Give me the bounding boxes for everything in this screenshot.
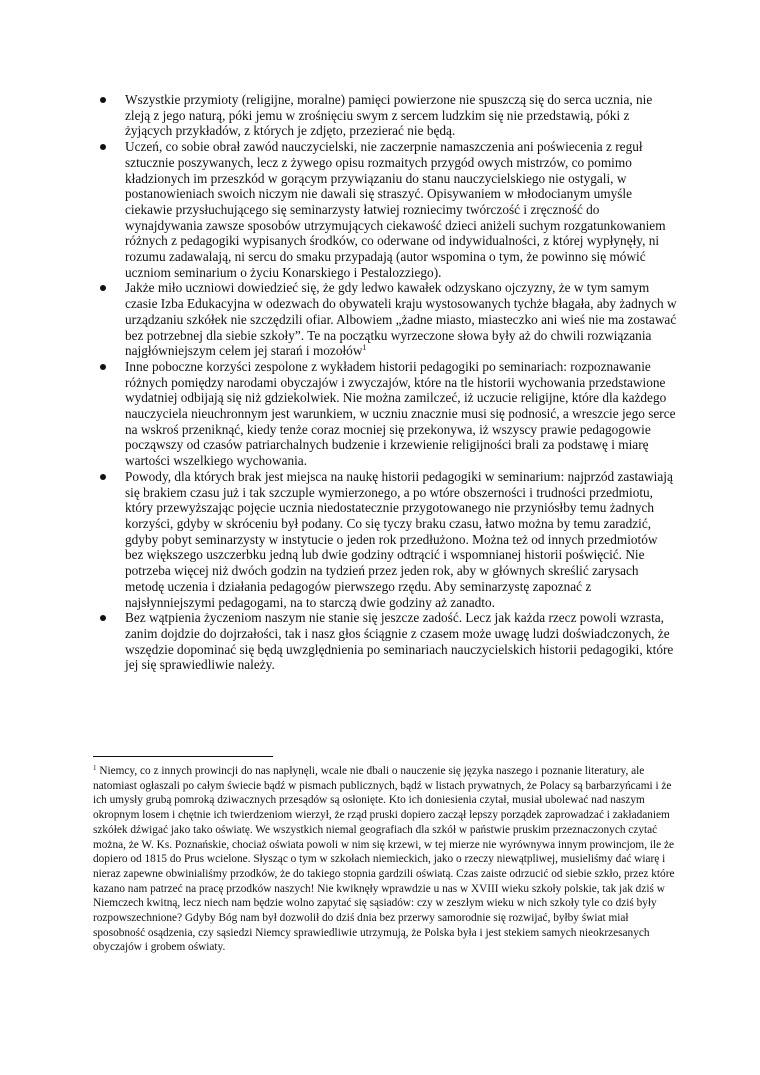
bullet-dot-icon (100, 474, 106, 480)
bullet-list (93, 92, 678, 673)
bullet-text: Jakże miło uczniowi dowiedzieć się, że gdy ledwo kawałek odzyskano ojczyzny, że w tym samym czasie Izba Edukacyjna w odezwach do obywateli kraju wystosowanych tychże błagała, aby żadnych w urządzaniu szkółek nie szczędzili ofiar. Albowiem „żadne miasto, miasteczko ani wieś nie ma zostawać bez potrzebnej dla siebie szkoły”. Te na początku wyrzeczone słowa były aż do chwili rozwiązania najgłówniejszym celem jej starań i mozołów (125, 280, 677, 359)
footnote-reference: 1 (362, 343, 367, 353)
footnote (93, 764, 678, 955)
bullet-text: Inne poboczne korzyści zespolone z wykładem historii pedagogiki po seminariach: rozpoznawanie różnych pomiędzy narodami obyczajów i zwyczajów, które na tle historii wychowania przedstawione wydatniej odbijają się niż gdziekolwiek. Nie można zamilczeć, iż uczucie religijne, które dla każdego nauczyciela nieuchronnym jest warunkiem, w uczniu znacznie musi się podnosić, a wreszcie jego serce na wskroś przeniknąć, kiedy tenże coraz mocniej się przekonywa, iż wszyscy prawie pedagogowie począwszy od czasów patriarchalnych budzenie i krzewienie religijności brali za podstawę i miarę wartości wszelkiego wychowania. (125, 358, 676, 469)
bullet-item (93, 469, 678, 610)
footnote-marker: 1 (93, 764, 97, 772)
bullet-item (93, 280, 678, 359)
bullet-dot-icon (100, 364, 106, 370)
bullet-dot-icon (100, 97, 106, 103)
bullet-text: Powody, dla których brak jest miejsca na naukę historii pedagogiki w seminarium: najprzód zastawiają się brakiem czasu już i tak szczuple wymierzonego, a po wtóre obszerności i trudności przedmiotu, który przewyższając pojęcie ucznia niedostatecznie przygotowanego nie przyniósłby temu żadnych korzyści, gdyby w skróceniu był podany. Co się tyczy braku czasu, łatwo można by temu zaradzić, gdyby pobyt seminarzysty w instytucie o jeden rok przedłużono. Można też od innych przedmiotów bez większego uszczerbku jedną lub dwie godziny odtrącić i wspomnianej historii poświęcić. Nie potrzeba więcej niż dwóch godzin na tydzień przez jeden rok, aby w głównych skreślić zarysach metodę uczenia i działania pedagogów pierwszego rzędu. Aby seminarzystę zapoznać z najsłynniejszymi pedagogami, na to starczą dwie godziny aż zanadto. (125, 468, 673, 610)
footnote-separator (93, 756, 273, 757)
bullet-dot-icon (100, 285, 106, 291)
bullet-dot-icon (100, 144, 106, 150)
bullet-dot-icon (100, 615, 106, 621)
bullet-item (93, 92, 678, 139)
footnote-text: Niemcy, co z innych prowincji do nas napłynęli, wcale nie dbali o nauczenie się języka naszego i poznanie literatury, ale natomiast ogłaszali po całym świecie bądź w pismach publicznych, bądź w listach prywatnych, że Polacy są barbarzyńcami i że ich umysły grubą pomroką dziwacznych przesądów są osłonięte. Kto ich doniesienia czytał, musiał ubolewać nad naszym okropnym losem i chętnie ich twierdzeniom wierzył, że rząd pruski dopiero zaczął lepszy porządek zaprowadzać i zakładaniem szkółek dźwigać jako tako oświatę. We wszystkich niemal geografiach dla szkół w państwie pruskim przeznaczonych czytać można, że W. Ks. Poznańskie, chociaż oświata powoli w nim się krzewi, w tej mierze nie wyrównywa innym prowincjom, ile że dopiero od 1815 do Prus wcielone. Słysząc o tym w szkołach niemieckich, jako o rzeczy niewątpliwej, musieliśmy dać wiarę i nieraz zapewne obwinialiśmy przodków, że do takiego stopnia gardzili oświatą. Czas zaiste odrzucić od siebie szkło, przez które kazano nam patrzeć na pracę przodków naszych! Nie kwiknęły wprawdzie u nas w XVIII wieku szkoły polskie, tak jak dziś w Niemczech kwitną, lecz niech nam będzie wolno zapytać się sąsiadów: czy w zeszłym wieku w nich szkoły tyle co dziś były rozpowszechnione? Gdyby Bóg nam był dozwolił do dziś dnia bez przerwy samorodnie się rozwijać, byłby świat miał sposobność osądzenia, czy sąsiedzi Niemcy sprawiedliwie utrzymują, że Polska była i jest stekiem samych nieokrzesanych obyczajów i grobem oświaty. (93, 765, 675, 954)
bullet-item (93, 139, 678, 280)
bullet-text: Uczeń, co sobie obrał zawód nauczycielski, nie zaczerpnie namaszczenia ani poświecenia z reguł sztucznie poszywanych, lecz z żywego opisu rozmaitych przygód owych mistrzów, co pomimo kładzionych im przeszkód w gorącym przywiązaniu do stanu nauczycielskiego nie ostygali, w postanowieniach swoich niczym nie dawali się straszyć. Opisywaniem w młodocianym umyśle ciekawie przysłuchującego się seminarzysty łatwiej rozniecimy twórczość i zręczność do wynajdywania zawsze sposobów utrzymujących ciekawość dzieci aniżeli suchym rozgatunkowaniem różnych z pedagogiki wypisanych środków, co oderwane od indywidualności, z której wypłynęły, ni rozumu zadawalają, ni sercu do smaku przypadają (autor wspomina o tym, że powinno się mówić uczniom seminarium o życiu Konarskiego i Pestalozziego). (125, 139, 666, 280)
bullet-text: Bez wątpienia życzeniom naszym nie stanie się jeszcze zadość. Lecz jak każda rzecz powoli wzrasta, zanim dojdzie do dojrzałości, tak i nasz głos ściągnie z czasem może uwagę ludzi doświadczonych, że wszędzie dopominać się będą uwzględnienia po seminariach nauczycielskich historii pedagogiki, które jej się sprawiedliwie należy. (125, 610, 674, 673)
bullet-item (93, 610, 678, 673)
bullet-item (93, 359, 678, 469)
bullet-text: Wszystkie przymioty (religijne, moralne) pamięci powierzone nie spuszczą się do serca ucznia, nie zleją z jego naturą, póki jemu w zrośnięciu swym z sercem ludzkim się nie przedstawią, póki z żyjących przykładów, z których je zdjęto, przezierać nie będą. (125, 92, 653, 139)
